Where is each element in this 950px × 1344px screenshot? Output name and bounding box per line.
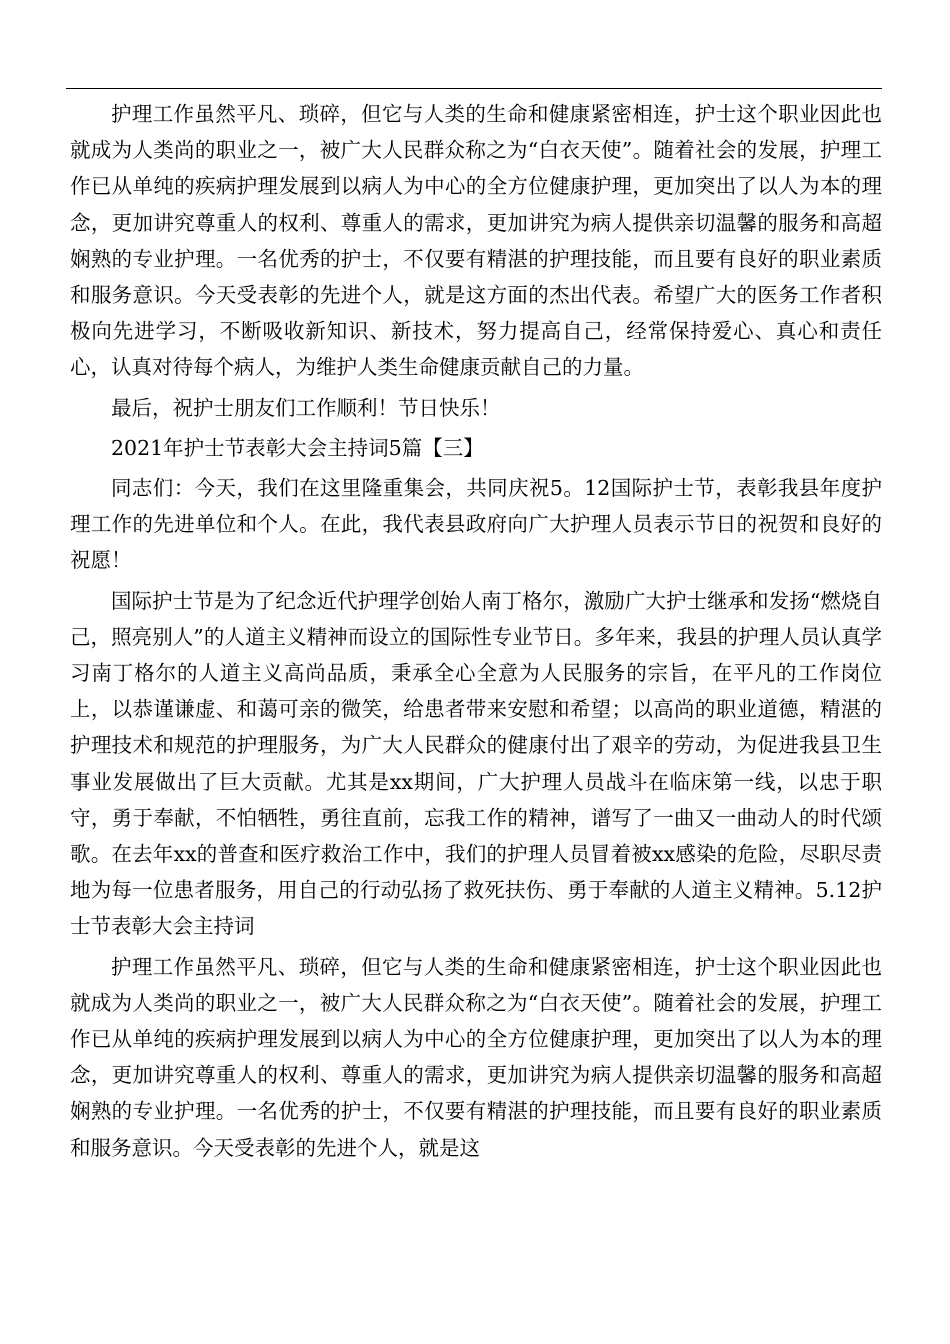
paragraph-nursing-value: 护理工作虽然平凡、琐碎，但它与人类的生命和健康紧密相连，护士这个职业因此也就成为人类尚的职业之一，被广大人民群众称之为“白衣天使”。随着社会的发展，护理工作已从单纯的疾病护理发展到以病人为中心的全方位健康护理，更加突出了以人为本的理念，更加讲究尊重人的权利、尊重人的需求，更加讲究为病人提供亲切温馨的服务和高超娴熟的专业护理。一名优秀的护士，不仅要有精湛的护理技能，而且要有良好的职业素质和服务意识。今天受表彰的先进个人，就是这方面的杰出代表。希望广大的医务工作者积极向先进学习，不断吸收新知识、新技术，努力提高自己，经常保持爱心、真心和责任心，认真对待每个病人，为维护人类生命健康贡献自己的力量。 [70, 102, 882, 380]
header-rule [66, 88, 882, 89]
paragraph-opening-address: 同志们：今天，我们在这里隆重集会，共同庆祝5。12国际护士节，表彰我县年度护理工作的先进单位和个人。在此，我代表县政府向广大护理人员表示节日的祝贺和良好的祝愿！ [70, 476, 882, 573]
paragraph-nursing-value-repeat: 护理工作虽然平凡、琐碎，但它与人类的生命和健康紧密相连，护士这个职业因此也就成为人类尚的职业之一，被广大人民群众称之为“白衣天使”。随着社会的发展，护理工作已从单纯的疾病护理发展到以病人为中心的全方位健康护理，更加突出了以人为本的理念，更加讲究尊重人的权利、尊重人的需求，更加讲究为病人提供亲切温馨的服务和高超娴熟的专业护理。一名优秀的护士，不仅要有精湛的护理技能，而且要有良好的职业素质和服务意识。今天受表彰的先进个人，就是这 [70, 954, 882, 1160]
paragraph-closing-wishes: 最后，祝护士朋友们工作顺利！节日快乐！ [111, 395, 501, 420]
document-body [70, 96, 882, 1170]
section-heading-three: 2021年护士节表彰大会主持词5篇【三】 [111, 435, 484, 460]
paragraph-nightingale: 国际护士节是为了纪念近代护理学创始人南丁格尔，激励广大护士继承和发扬“燃烧自己，照亮别人”的人道主义精神而设立的国际性专业节日。多年来，我县的护理人员认真学习南丁格尔的人道主义高尚品质，秉承全心全意为人民服务的宗旨，在平凡的工作岗位上，以恭谨谦虚、和蔼可亲的微笑，给患者带来安慰和希望；以高尚的职业道德，精湛的护理技术和规范的护理服务，为广大人民群众的健康付出了艰辛的劳动，为促进我县卫生事业发展做出了巨大贡献。尤其是xx期间，广大护理人员战斗在临床第一线，以忠于职守，勇于奉献，不怕牺牲，勇往直前，忘我工作的精神，谱写了一曲又一曲动人的时代颂歌。在去年xx的普查和医疗救治工作中，我们的护理人员冒着被xx感染的危险，尽职尽责地为每一位患者服务，用自己的行动弘扬了救死扶伤、勇于奉献的人道主义精神。5.12护士节表彰大会主持词 [70, 588, 882, 939]
